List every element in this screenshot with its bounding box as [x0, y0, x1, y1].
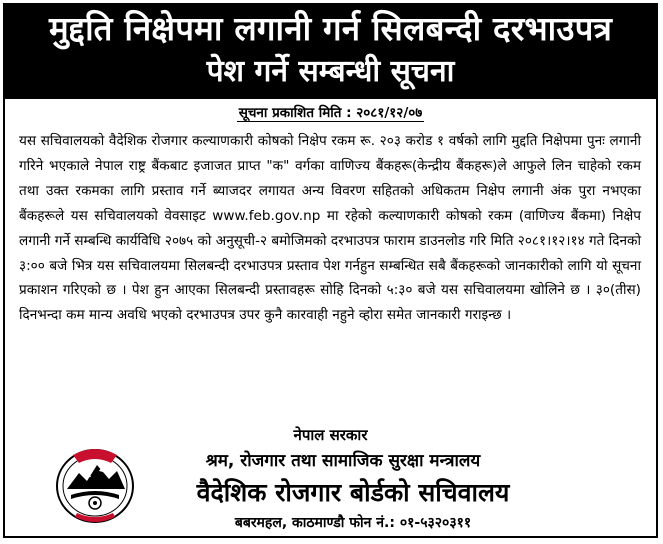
- issuer-address: बबरमहल, काठमाण्डौ फोन नं.: ०१-५३२०३११: [234, 515, 472, 531]
- issuer-government: नेपाल सरकार: [293, 426, 368, 444]
- title-banner: [5, 5, 656, 99]
- published-date: सूचना प्रकाशित मिति : २०८१/१२/०७: [238, 105, 423, 121]
- published-date-line: [5, 103, 656, 123]
- issuer-department: वैदेशिक रोजगार बोर्डको सचिवालय: [196, 478, 510, 507]
- notice-title-line2: पेश गर्ने सम्बन्धी सूचना: [206, 54, 455, 89]
- notice-frame: [3, 3, 658, 538]
- issuer-ministry: श्रम, रोजगार तथा सामाजिक सुरक्षा मन्त्रालय: [205, 451, 481, 471]
- nepal-government-emblem-icon: [53, 439, 137, 529]
- notice-body: यस सचिवालयको वैदेशिक रोजगार कल्याणकारी कोषको निक्षेप रकम रू. २०३ करोड १ वर्षको लागि मुद्दति निक्षेपमा पुनः लगानी गरिने भएकाले नेपाल राष्ट्र बैंकबाट इजाजत प्राप्त "क" वर्गका वाणिज्य बैंकहरू(केन्द्रीय बैंकहरू)ले आफुले लिन चाहेको रकम तथा उक्त रकमका लागि प्रस्ताव गर्ने ब्याजदर लगायत अन्य विवरण सहितको अधिकतम निक्षेप लगानी अंक पुरा नभएका बैंकहरूले यस सचिवालयको वेवसाइट www.feb.gov.np मा रहेको कल्याणकारी कोषको रकम (वाणिज्य बैंकमा) निक्षेप लगानी गर्ने सम्बन्धि कार्यविधि २०७५ को अनुसूची-२ बमोजिमको दरभाउपत्र फाराम डाउनलोड गरि मिति २०८१।१२।१४ गते दिनको ३:०० बजे भित्र यस सचिवालयमा सिलबन्दी दरभाउपत्र प्रस्ताव पेश गर्नहुन सम्बन्धित सबै बैंकहरूको जानकारीको लागि यो सूचना प्रकाशन गरिएको छ । पेश हुन आएका सिलबन्दी प्रस्तावहरू सोहि दिनको ५:३० बजे यस सचिवालयमा खोलिने छ । ३०(तीस) दिनभन्दा कम मान्य अवधि भएको दरभाउपत्र उपर कुनै कारवाही नहुने व्होरा समेत जानकारी गराइन्छ ।: [19, 133, 641, 324]
- notice-title-line1: मुद्दति निक्षेपमा लगानी गर्न सिलबन्दी दरभाउपत्र: [48, 9, 613, 48]
- issuer-footer: [5, 425, 656, 535]
